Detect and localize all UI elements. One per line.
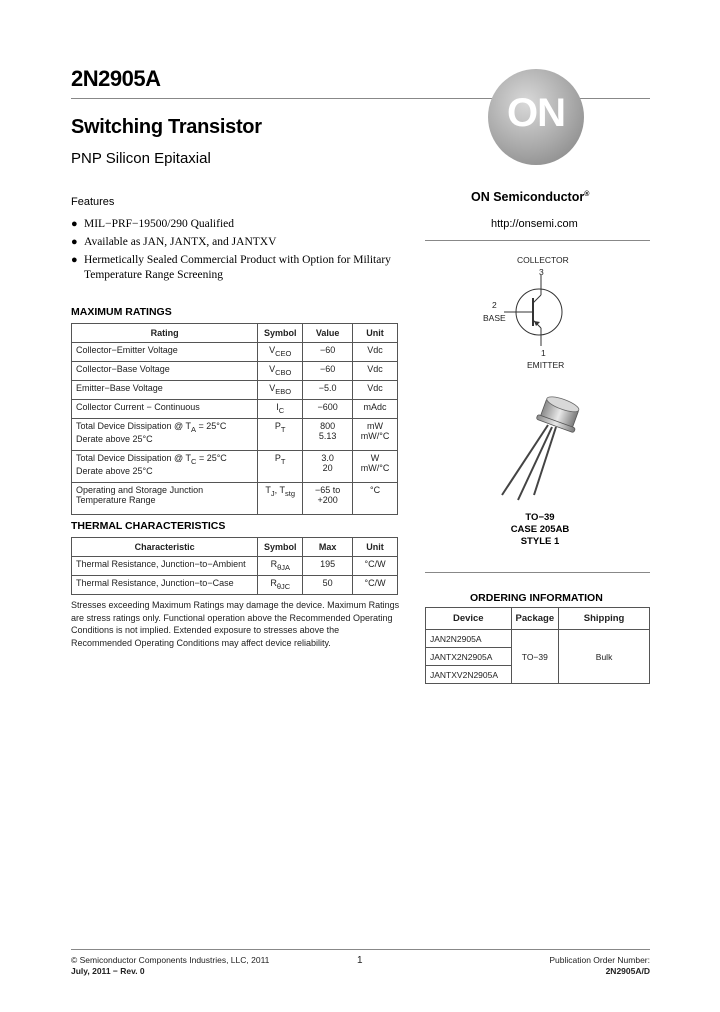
pnp-transistor-symbol (480, 270, 580, 350)
table-row (72, 419, 398, 451)
stress-note: Stresses exceeding Maximum Ratings may damage the device. Maximum Ratings are stress ratings only. Functional operation above the Recommended Operating Conditions is not implied. Extended exposure to stresses above the Recommended Operating Conditions may affect device reliability. (71, 600, 400, 648)
shipping-cell: Bulk (559, 630, 650, 684)
website-link[interactable]: http://onsemi.com (491, 218, 578, 230)
column-header: Shipping (559, 608, 650, 630)
rating-cell: Total Device Dissipation @ $T_C = 25^\circ C$ Derate above 25°C (72, 451, 258, 483)
package-case: CASE 205AB (510, 524, 570, 535)
feature-text: Hermetically Sealed Commercial Product with Option for Military Temperature Range Screening (84, 254, 391, 281)
part-number: 2N2905A (71, 66, 161, 91)
table-row (72, 451, 398, 483)
column-header: Symbol (258, 324, 303, 343)
product-subtitle: PNP Silicon Epitaxial (71, 150, 211, 167)
unit-cell: mW mW/°C (353, 419, 398, 451)
package-outline (470, 512, 610, 548)
table-row (72, 343, 398, 362)
revision-date: July, 2011 − Rev. 0 (71, 966, 145, 976)
table-header-row (426, 608, 650, 630)
column-header: Max (303, 538, 353, 557)
table-header-row (72, 538, 398, 557)
rating-cell: Operating and Storage Junction Temperature Range (72, 483, 258, 515)
rating-cell: Collector Current − Continuous (72, 400, 258, 419)
unit-cell: Vdc (353, 343, 398, 362)
column-header: Value (303, 324, 353, 343)
unit-cell: mAdc (353, 400, 398, 419)
features-heading: Features (71, 196, 115, 208)
unit-cell: °C/W (353, 576, 398, 595)
value-cell: 3.0 20 (303, 451, 353, 483)
max-ratings-table (71, 323, 398, 515)
unit-cell: °C (353, 483, 398, 515)
footer-rule (71, 949, 650, 950)
symbol-cell: $V_{CBO}$ (258, 362, 303, 381)
feature-item: ● Hermetically Sealed Commercial Product with Option for Military Temperature Range Screening (71, 253, 411, 283)
publication-label: Publication Order Number: (549, 955, 650, 965)
to39-package-illustration (490, 395, 590, 505)
feature-text: Available as JAN, JANTX, and JANTXV (84, 236, 277, 248)
emitter-label: EMITTER (527, 360, 565, 370)
column-header: Package (511, 608, 559, 630)
symbol-cell: $I_C$ (258, 400, 303, 419)
value-cell: 50 (303, 576, 353, 595)
device-cell: JAN2N2905A (426, 630, 512, 648)
characteristic-cell: Thermal Resistance, Junction−to−Ambient (72, 557, 258, 576)
characteristic-cell: Thermal Resistance, Junction−to−Case (72, 576, 258, 595)
ordering-heading: ORDERING INFORMATION (470, 592, 603, 604)
column-header: Unit (353, 324, 398, 343)
symbol-cell: $T_J$, $T_{stg}$ (258, 483, 303, 515)
feature-item: ● Available as JAN, JANTX, and JANTXV (71, 235, 411, 250)
thermal-heading: THERMAL CHARACTERISTICS (71, 520, 226, 532)
table-header-row (72, 324, 398, 343)
symbol-cell: $R_{\theta JC}$ (258, 576, 303, 595)
device-cell: JANTX2N2905A (426, 648, 512, 666)
registered-mark: ® (584, 190, 590, 198)
symbol-cell: $R_{\theta JA}$ (258, 557, 303, 576)
value-cell: −600 (303, 400, 353, 419)
column-header: Rating (72, 324, 258, 343)
value-cell: 195 (303, 557, 353, 576)
device-cell: JANTXV2N2905A (426, 666, 512, 684)
page-number: 1 (357, 955, 363, 966)
column-header: Symbol (258, 538, 303, 557)
copyright: © Semiconductor Components Industries, LLC, 2011 (71, 955, 270, 965)
thermal-table (71, 537, 398, 595)
package-name: TO−39 (525, 512, 555, 523)
value-cell: −60 (303, 362, 353, 381)
column-header: Unit (353, 538, 398, 557)
unit-cell: W mW/°C (353, 451, 398, 483)
brand-name: ON Semiconductor® (471, 190, 590, 204)
table-row (72, 381, 398, 400)
feature-text: MIL−PRF−19500/290 Qualified (84, 218, 235, 230)
table-row (426, 630, 650, 648)
symbol-cell: $P_T$ (258, 451, 303, 483)
value-cell: −5.0 (303, 381, 353, 400)
table-row (72, 557, 398, 576)
product-title: Switching Transistor (71, 116, 262, 138)
base-label: BASE (483, 313, 506, 323)
unit-cell: Vdc (353, 362, 398, 381)
collector-pin-number: 3 (539, 267, 544, 277)
package-cell: TO−39 (511, 630, 559, 684)
symbol-cell: $V_{EBO}$ (258, 381, 303, 400)
section-rule (425, 240, 650, 241)
emitter-pin-number: 1 (541, 348, 546, 358)
table-row (72, 400, 398, 419)
symbol-cell: $P_T$ (258, 419, 303, 451)
rating-cell: Emitter−Base Voltage (72, 381, 258, 400)
logo-text: ON (507, 91, 565, 135)
on-logo[interactable] (488, 69, 584, 165)
value-cell: 800 5.13 (303, 419, 353, 451)
unit-cell: °C/W (353, 557, 398, 576)
table-row (72, 362, 398, 381)
rating-cell: Collector−Emitter Voltage (72, 343, 258, 362)
symbol-cell: $V_{CEO}$ (258, 343, 303, 362)
ordering-table (425, 607, 650, 684)
value-cell: −60 (303, 343, 353, 362)
table-row (72, 576, 398, 595)
value-cell: −65 to +200 (303, 483, 353, 515)
rating-cell: Total Device Dissipation @ $T_A = 25^\circ C$ Derate above 25°C (72, 419, 258, 451)
collector-label: COLLECTOR (517, 255, 569, 265)
section-rule (425, 572, 650, 573)
unit-cell: Vdc (353, 381, 398, 400)
table-row (72, 483, 398, 515)
column-header: Characteristic (72, 538, 258, 557)
max-ratings-heading: MAXIMUM RATINGS (71, 306, 172, 318)
publication-number: 2N2905A/D (605, 966, 650, 976)
rating-cell: Collector−Base Voltage (72, 362, 258, 381)
feature-item: ● MIL−PRF−19500/290 Qualified (71, 217, 411, 232)
column-header: Device (426, 608, 512, 630)
package-style: STYLE 1 (520, 536, 560, 547)
base-pin-number: 2 (492, 300, 497, 310)
